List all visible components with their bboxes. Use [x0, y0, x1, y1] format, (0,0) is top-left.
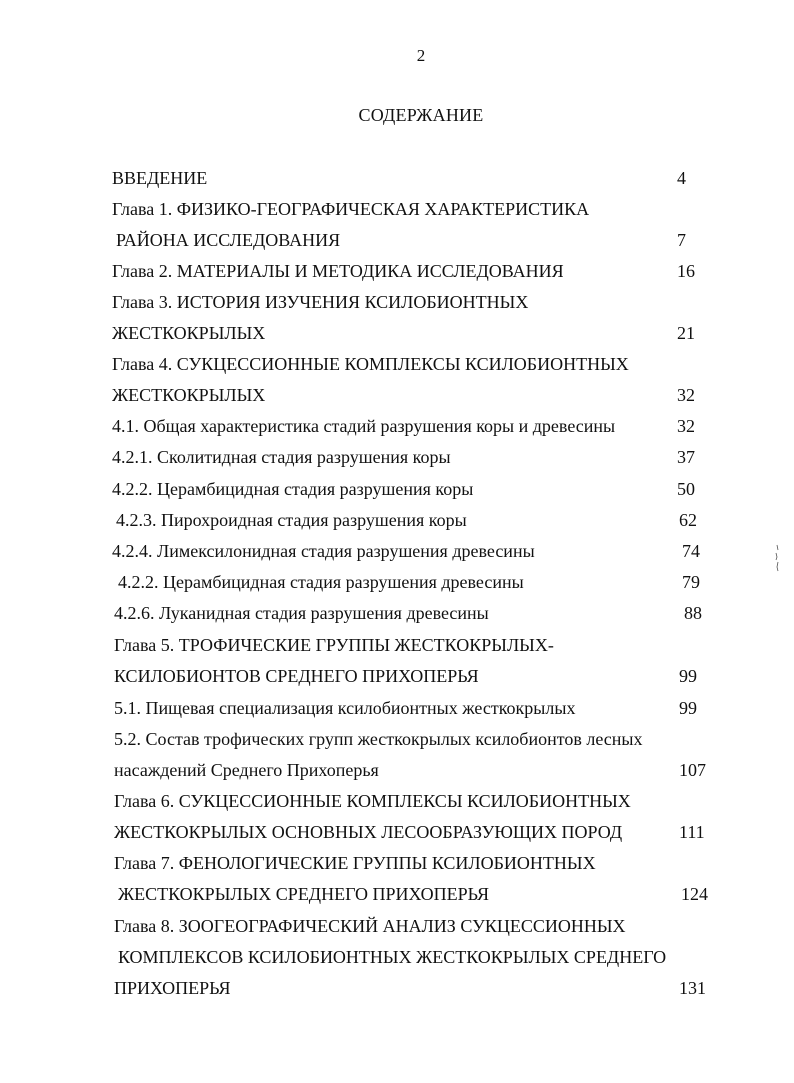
toc-entry-text: 4.1. Общая характеристика стадий разрушения коры и древесины	[112, 416, 616, 436]
toc-entry-text: Глава 5. ТРОФИЧЕСКИЕ ГРУППЫ ЖЕСТКОКРЫЛЫХ-	[114, 635, 554, 655]
toc-entry-page: 131	[679, 978, 706, 998]
toc-entry-text: ВВЕДЕНИЕ	[112, 168, 208, 188]
toc-entry-text: Глава 3. ИСТОРИЯ ИЗУЧЕНИЯ КСИЛОБИОНТНЫХ	[112, 292, 529, 312]
toc-entry-page: 32	[677, 416, 695, 436]
toc-entry-page: 21	[677, 323, 695, 343]
toc-entry-text: ЖЕСТКОКРЫЛЫХ СРЕДНЕГО ПРИХОПЕРЬЯ	[118, 884, 490, 904]
toc-entry-text: 4.2.2. Церамбицидная стадия разрушения древесины	[118, 572, 524, 592]
toc-entry-page: 99	[679, 698, 697, 718]
scan-mark-icon	[774, 544, 780, 572]
toc-entry-text: 4.2.6. Луканидная стадия разрушения древесины	[114, 603, 489, 623]
toc-entry-text: Глава 4. СУКЦЕССИОННЫЕ КОМПЛЕКСЫ КСИЛОБИОНТНЫХ	[112, 354, 629, 374]
toc-entry-page: 37	[677, 447, 695, 467]
toc-entry-page: 16	[677, 261, 695, 281]
toc-entry-text: 4.2.4. Лимексилонидная стадия разрушения древесины	[112, 541, 535, 561]
toc-entry-page: 32	[677, 385, 695, 405]
toc-entry-text: 5.2. Состав трофических групп жесткокрылых ксилобионтов лесных	[114, 729, 643, 749]
toc-entry-page: 124	[681, 884, 708, 904]
toc-entry-text: 5.1. Пищевая специализация ксилобионтных жесткокрылых	[114, 698, 576, 718]
toc-entry-text: ЖЕСТКОКРЫЛЫХ ОСНОВНЫХ ЛЕСООБРАЗУЮЩИХ ПОРОД	[114, 822, 623, 842]
toc-entry-page: 50	[677, 479, 695, 499]
toc-entry-text: ЖЕСТКОКРЫЛЫХ	[112, 385, 266, 405]
toc-entry-text: КСИЛОБИОНТОВ СРЕДНЕГО ПРИХОПЕРЬЯ	[114, 666, 479, 686]
page-title: СОДЕРЖАНИЕ	[358, 105, 484, 125]
toc-entry-text: 4.2.3. Пирохроидная стадия разрушения коры	[116, 510, 467, 530]
toc-entry-page: 88	[684, 603, 702, 623]
toc-entry-page: 74	[682, 541, 700, 561]
toc-entry-text: 4.2.2. Церамбицидная стадия разрушения коры	[112, 479, 474, 499]
toc-entry-text: Глава 8. ЗООГЕОГРАФИЧЕСКИЙ АНАЛИЗ СУКЦЕССИОННЫХ	[114, 916, 626, 936]
toc-entry-text: ПРИХОПЕРЬЯ	[114, 978, 231, 998]
toc-entry-text: РАЙОНА ИССЛЕДОВАНИЯ	[116, 230, 341, 250]
toc-entry-page: 7	[677, 230, 686, 250]
toc-entry-text: Глава 7. ФЕНОЛОГИЧЕСКИЕ ГРУППЫ КСИЛОБИОНТНЫХ	[114, 853, 596, 873]
toc-entry-page: 79	[682, 572, 700, 592]
toc-entry-page: 107	[679, 760, 706, 780]
toc-entry-text: Глава 6. СУКЦЕССИОННЫЕ КОМПЛЕКСЫ КСИЛОБИОНТНЫХ	[114, 791, 631, 811]
page-number: 2	[416, 46, 426, 65]
toc-entry-page: 62	[679, 510, 697, 530]
toc-entry-page: 4	[677, 168, 686, 188]
toc-entry-text: насаждений Среднего Прихоперья	[114, 760, 379, 780]
toc-entry-text: ЖЕСТКОКРЫЛЫХ	[112, 323, 266, 343]
toc-entry-text: КОМПЛЕКСОВ КСИЛОБИОНТНЫХ ЖЕСТКОКРЫЛЫХ СРЕДНЕГО	[118, 947, 667, 967]
toc-entry-text: 4.2.1. Сколитидная стадия разрушения коры	[112, 447, 451, 467]
toc-entry-text: Глава 1. ФИЗИКО-ГЕОГРАФИЧЕСКАЯ ХАРАКТЕРИСТИКА	[112, 199, 590, 219]
toc-entry-text: Глава 2. МАТЕРИАЛЫ И МЕТОДИКА ИССЛЕДОВАНИЯ	[112, 261, 564, 281]
toc-entry-page: 111	[679, 822, 705, 842]
toc-entry-page: 99	[679, 666, 697, 686]
